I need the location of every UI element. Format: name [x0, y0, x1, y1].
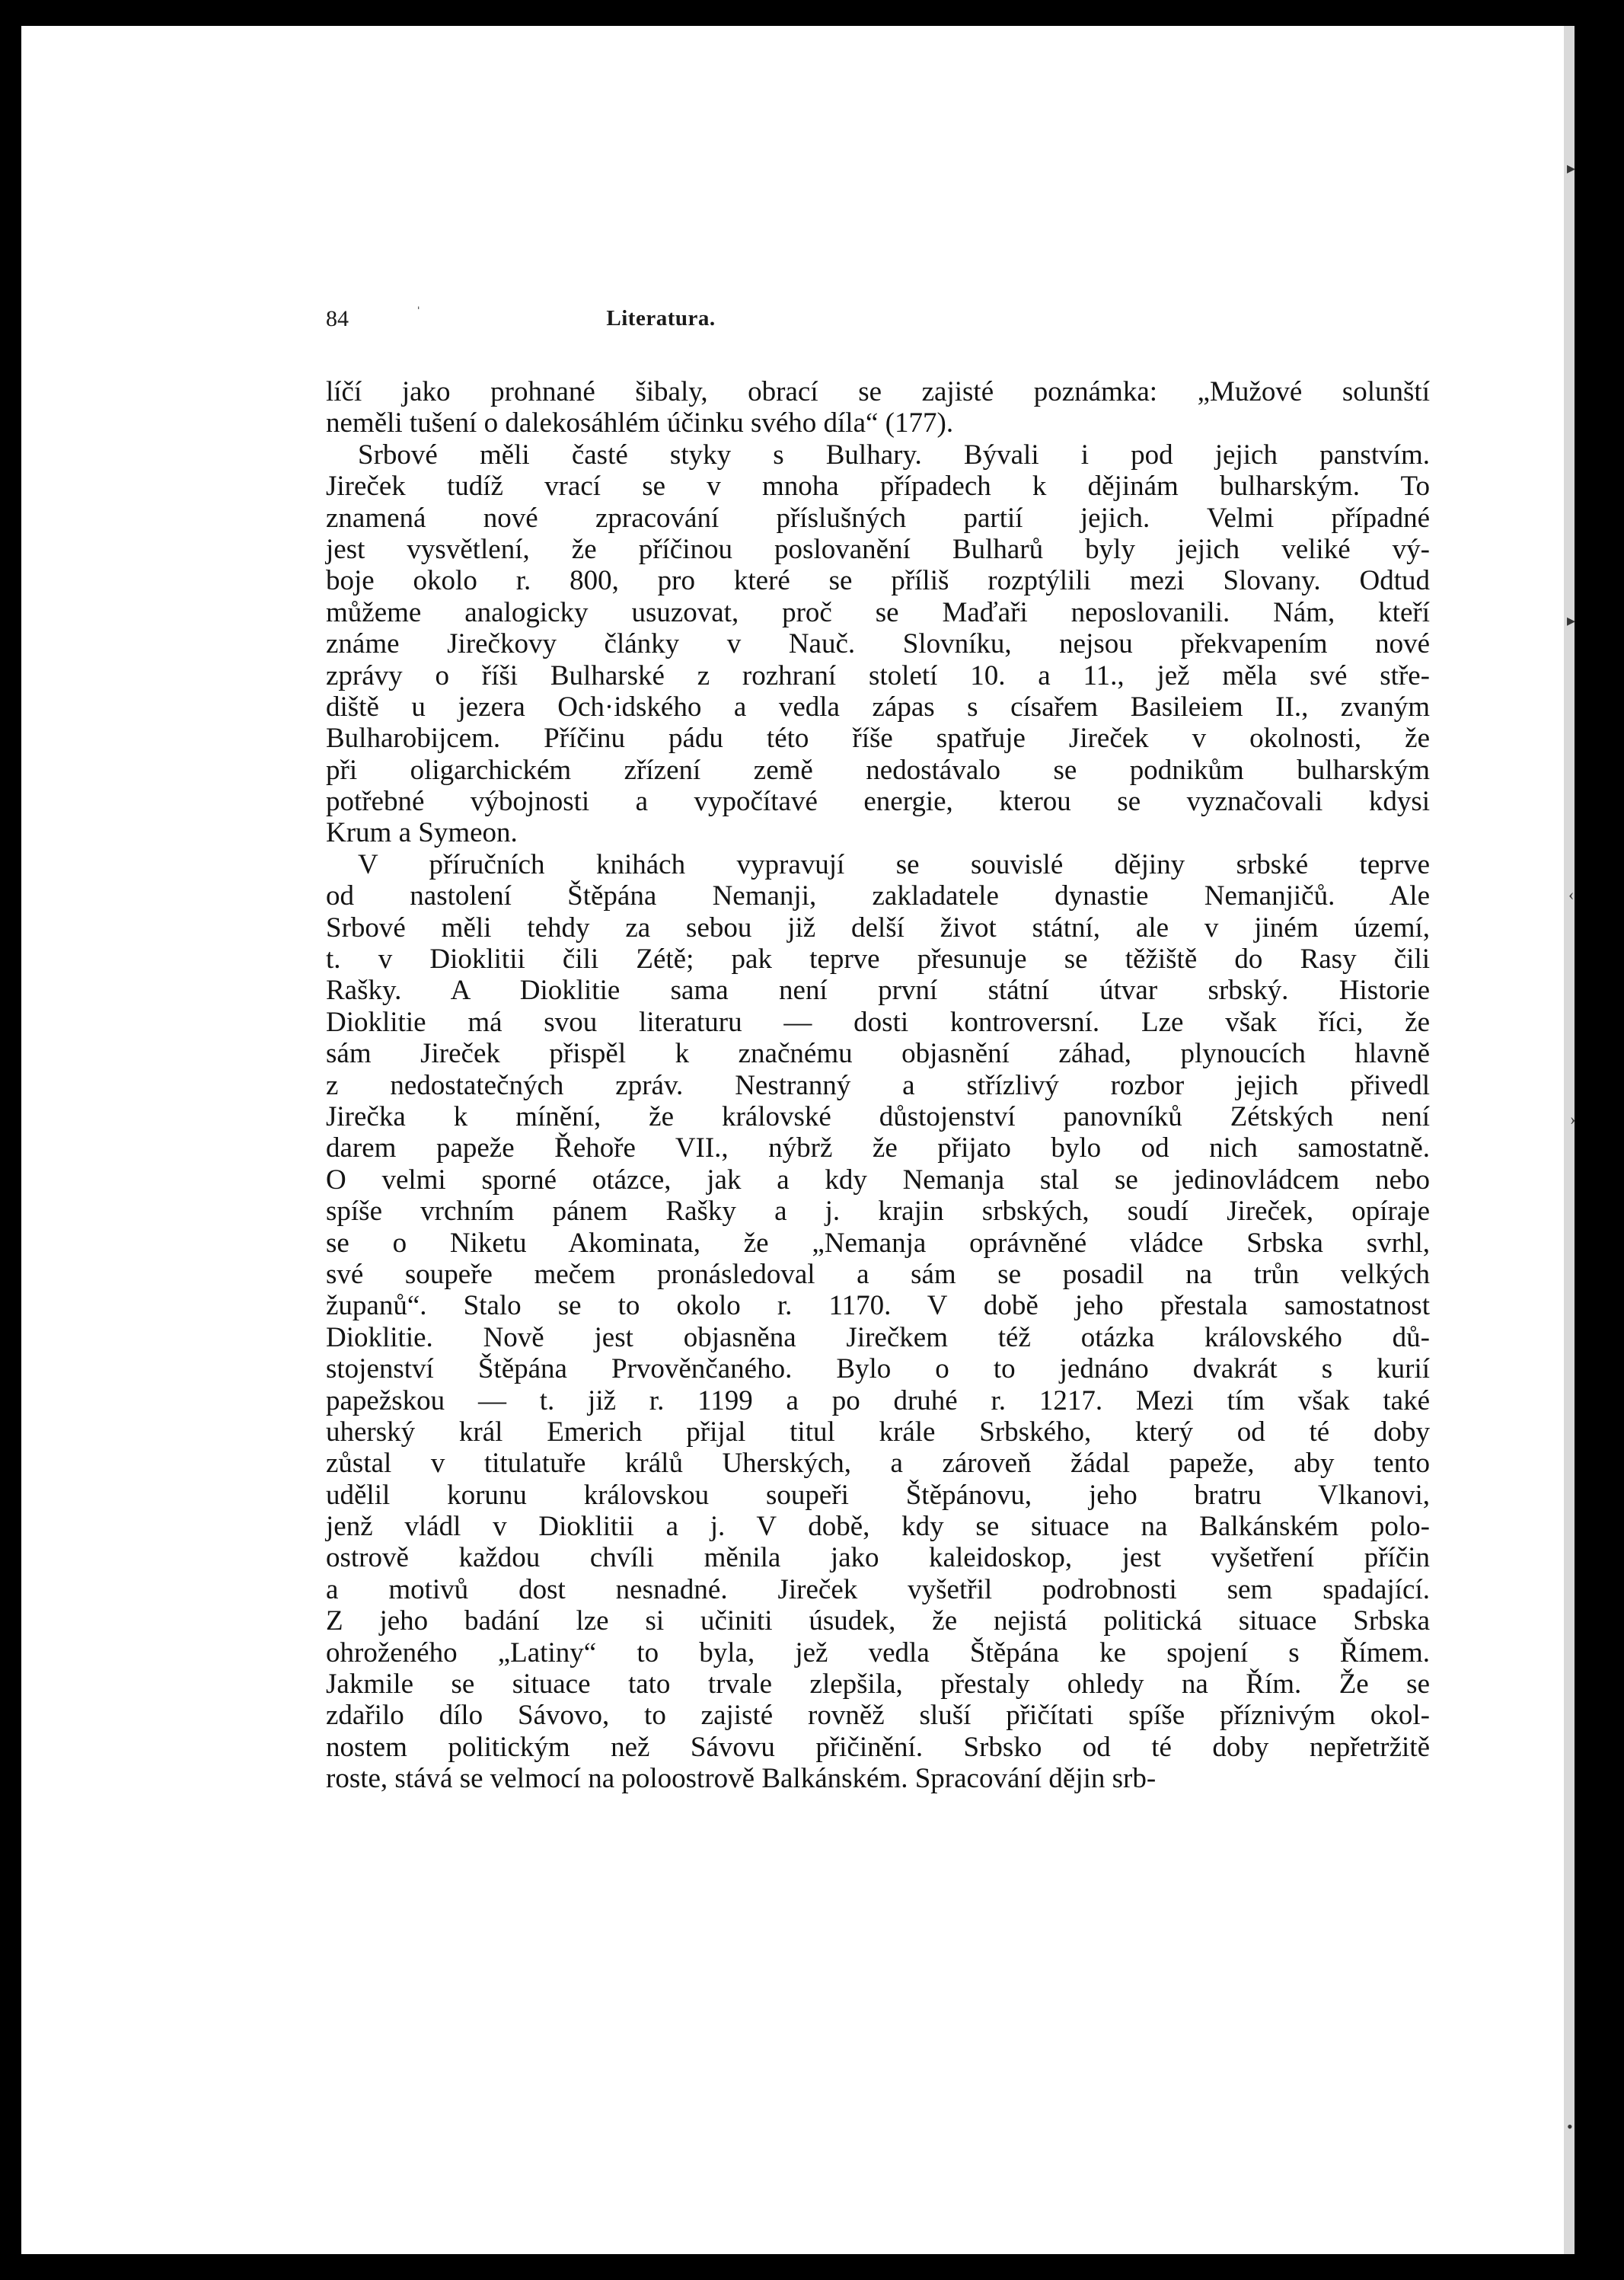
text-line: zdařilo dílo Sávovo, to zajisté rovněž sluší přičítati spíše příznivým okol-	[326, 1700, 1430, 1732]
page-header	[326, 303, 996, 344]
header-tick: ˈ	[416, 303, 422, 322]
text-line: diště u jezera Och·idského a vedla zápas s císařem Basileiem II., zvaným	[326, 691, 1430, 723]
text-line: potřebné výbojnosti a vypočítavé energie, kterou se vyznačovali kdysi	[326, 786, 1430, 818]
text-line: boje okolo r. 800, pro které se příliš rozptýlili mezi Slovany. Odtud	[326, 565, 1430, 597]
text-line: t. v Dioklitii čili Zétě; pak teprve přesunuje se těžiště do Rasy čili	[326, 944, 1430, 976]
text-line: jenž vládl v Dioklitii a j. V době, kdy se situace na Balkánském polo-	[326, 1511, 1430, 1543]
text-line: Bulharobijcem. Příčinu pádu této říše spatřuje Jireček v okolnosti, že	[326, 723, 1430, 755]
text-line: a motivů dost nesnadné. Jireček vyšetřil podrobnosti sem spadající.	[326, 1573, 1430, 1605]
text-line: zprávy o říši Bulharské z rozhraní století 10. a 11., jež měla své stře-	[326, 659, 1430, 691]
margin-mark: ‹	[1568, 885, 1575, 904]
text-line: neměli tušení o dalekosáhlém účinku svého díla“ (177).	[326, 407, 954, 439]
margin-mark: ›	[1570, 1110, 1576, 1129]
text-line: Jireček tudíž vrací se v mnoha případech k dějinám bulharským. To	[326, 471, 1430, 503]
text-line: darem papeže Řehoře VII., nýbrž že přijato bylo od nich samostatně.	[326, 1132, 1430, 1164]
text-line: Srbové měli časté styky s Bulhary. Bývali i pod jejich panstvím.	[358, 439, 1430, 471]
text-line: líčí jako prohnané šibaly, obrací se zajisté poznámka: „Mužové solunští	[326, 376, 1430, 407]
text-line: Jirečka k mínění, že královské důstojenství panovníků Zétských není	[326, 1100, 1430, 1132]
text-line: své soupeře mečem pronásledoval a sám se posadil na trůn velkých	[326, 1258, 1430, 1290]
paragraph	[326, 376, 1430, 439]
text-line: ohroženého „Latiny“ to byla, jež vedla Štěpána ke spojení s Římem.	[326, 1637, 1430, 1668]
text-line: udělil korunu královskou soupeři Štěpánovu, jeho bratru Vlkanovi,	[326, 1479, 1430, 1511]
text-line: ostrově každou chvíli měnila jako kaleidoskop, jest vyšetření příčin	[326, 1542, 1430, 1574]
text-line: znamená nové zpracování příslušných partií jejich. Velmi případné	[326, 502, 1430, 534]
text-line: papežskou — t. již r. 1199 a po druhé r. 1217. Mezi tím však také	[326, 1384, 1430, 1416]
running-title: Literatura.	[606, 306, 716, 331]
text-line: Jakmile se situace tato trvale zlepšila, přestaly ohledy na Řím. Že se	[326, 1668, 1430, 1700]
text-line: Dioklitie. Nově jest objasněna Jirečkem též otázka královského dů-	[326, 1321, 1430, 1353]
text-line: uherský král Emerich přijal titul krále Srbského, který od té doby	[326, 1416, 1430, 1448]
text-line: zůstal v titulatuře králů Uherských, a zároveň žádal papeže, aby tento	[326, 1448, 1430, 1480]
body-text	[326, 376, 1430, 1795]
text-line: Rašky. A Dioklitie sama není první státní útvar srbský. Historie	[326, 975, 1430, 1007]
text-line: O velmi sporné otázce, jak a kdy Nemanja stal se jedinovládcem nebo	[326, 1164, 1430, 1196]
text-line: spíše vrchním pánem Rašky a j. krajin srbských, soudí Jireček, opíraje	[326, 1196, 1430, 1228]
text-line: známe Jirečkovy články v Nauč. Slovníku, nejsou překvapením nové	[326, 628, 1430, 660]
margin-mark: •	[1567, 2117, 1573, 2136]
text-line: županů“. Stalo se to okolo r. 1170. V době jeho přestala samostatnost	[326, 1290, 1430, 1322]
page-edge-shadow	[1564, 26, 1575, 2254]
text-line: V příručních knihách vypravují se souvislé dějiny srbské teprve	[358, 848, 1430, 880]
text-line: od nastolení Štěpána Nemanji, zakladatele dynastie Nemanjičů. Ale	[326, 880, 1430, 912]
text-line: sám Jireček přispěl k značnému objasnění záhad, plynoucích hlavně	[326, 1038, 1430, 1070]
margin-mark: ▸	[1567, 611, 1576, 630]
text-line: nostem politickým než Sávovu přičinění. Srbsko od té doby nepřetržitě	[326, 1731, 1430, 1763]
paragraph	[326, 439, 1430, 849]
text-line: roste, stává se velmocí na poloostrově Balkánském. Spracování dějin srb-	[326, 1763, 1157, 1795]
text-line: Krum a Symeon.	[326, 817, 518, 849]
text-line: při oligarchickém zřízení země nedostávalo se podnikům bulharským	[326, 754, 1430, 786]
margin-mark: ▸	[1567, 158, 1576, 177]
book-page	[21, 26, 1575, 2254]
text-line: se o Niketu Akominata, že „Nemanja oprávněné vládce Srbska svrhl,	[326, 1227, 1430, 1259]
text-line: stojenství Štěpána Prvověnčaného. Bylo o to jednáno dvakrát s kurií	[326, 1353, 1430, 1385]
text-line: z nedostatečných zpráv. Nestranný a střízlivý rozbor jejich přivedl	[326, 1069, 1430, 1101]
text-line: můžeme analogicky usuzovat, proč se Maďaři neposlovanili. Nám, kteří	[326, 596, 1430, 628]
text-line: Z jeho badání lze si učiniti úsudek, že nejistá politická situace Srbska	[326, 1605, 1430, 1637]
text-line: jest vysvětlení, že příčinou poslovanění Bulharů byly jejich veliké vý-	[326, 533, 1430, 565]
page-number: 84	[326, 306, 349, 331]
paragraph	[326, 849, 1430, 1795]
text-line: Dioklitie má svou literaturu — dosti kontroversní. Lze však říci, že	[326, 1006, 1430, 1038]
text-line: Srbové měli tehdy za sebou již delší život státní, ale v jiném území,	[326, 912, 1430, 944]
